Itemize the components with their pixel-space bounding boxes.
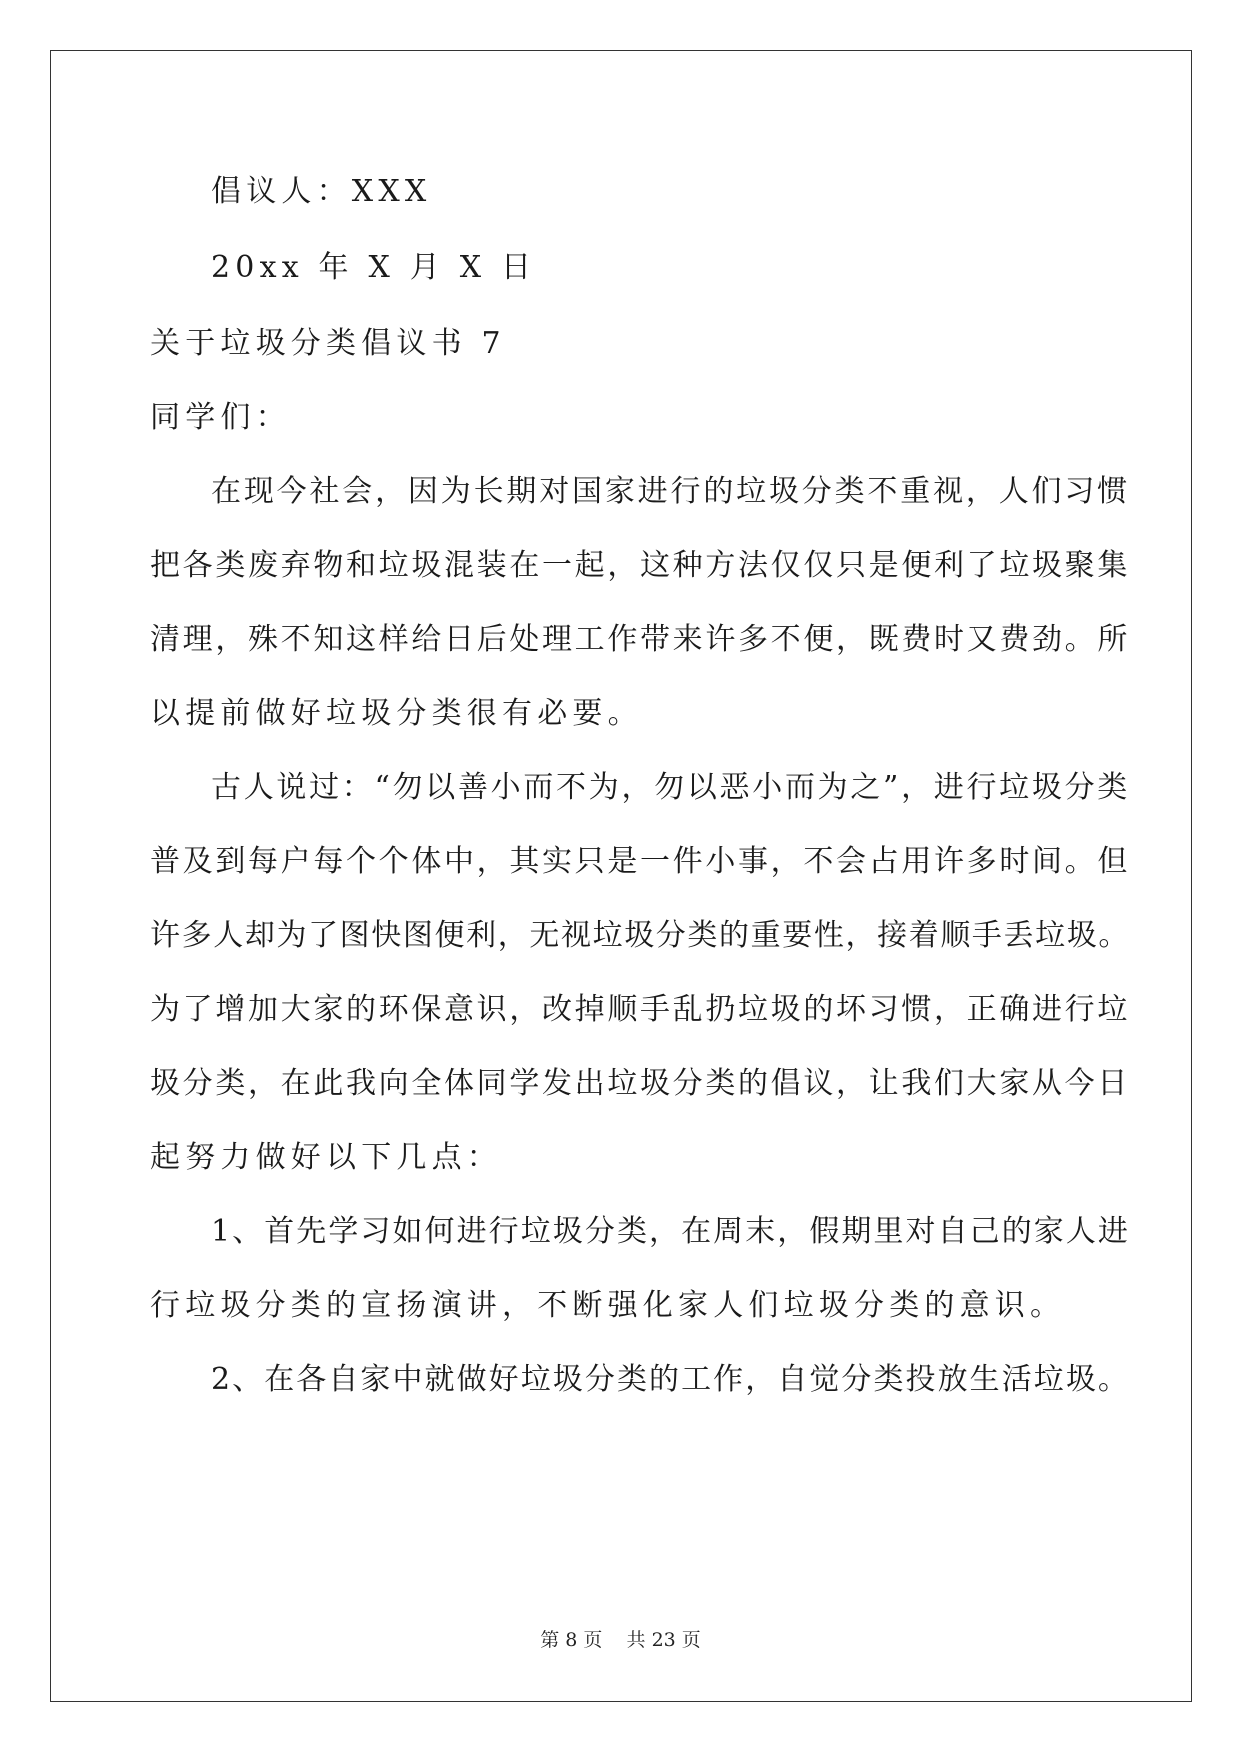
list-item-line: 1、首先学习如何进行垃圾分类，在周末，假期里对自己的家人进 <box>211 1214 1130 1249</box>
signature-line: 倡议人：XXX <box>211 174 432 209</box>
list-item-line: 行垃圾分类的宣扬演讲，不断强化家人们垃圾分类的意识。 <box>150 1288 1066 1323</box>
salutation: 同学们： <box>150 400 291 435</box>
paragraph-line: 普及到每户每个个体中，其实只是一件小事，不会占用许多时间。但 <box>150 844 1130 879</box>
page-number-footer: 第 8 页 共 23 页 <box>540 1629 701 1651</box>
date-line: 20xx 年 X 月 X 日 <box>211 250 537 285</box>
paragraph-line: 许多人却为了图快图便利，无视垃圾分类的重要性，接着顺手丢垃圾。 <box>150 918 1130 953</box>
list-item-line: 2、在各自家中就做好垃圾分类的工作，自觉分类投放生活垃圾。 <box>211 1362 1130 1397</box>
paragraph-line: 为了增加大家的环保意识，改掉顺手乱扔垃圾的坏习惯，正确进行垃 <box>150 992 1130 1027</box>
paragraph-line: 在现今社会，因为长期对国家进行的垃圾分类不重视，人们习惯 <box>211 474 1130 509</box>
paragraph-line: 圾分类，在此我向全体同学发出垃圾分类的倡议，让我们大家从今日 <box>150 1066 1130 1101</box>
paragraph-line: 把各类废弃物和垃圾混装在一起，这种方法仅仅只是便利了垃圾聚集 <box>150 548 1130 583</box>
section-title: 关于垃圾分类倡议书 7 <box>150 326 506 361</box>
paragraph-line: 起努力做好以下几点： <box>150 1140 502 1175</box>
paragraph-line: 清理，殊不知这样给日后处理工作带来许多不便，既费时又费劲。所 <box>150 622 1130 657</box>
paragraph-line: 古人说过：“勿以善小而不为，勿以恶小而为之”，进行垃圾分类 <box>211 770 1130 805</box>
paragraph-line: 以提前做好垃圾分类很有必要。 <box>150 696 643 731</box>
